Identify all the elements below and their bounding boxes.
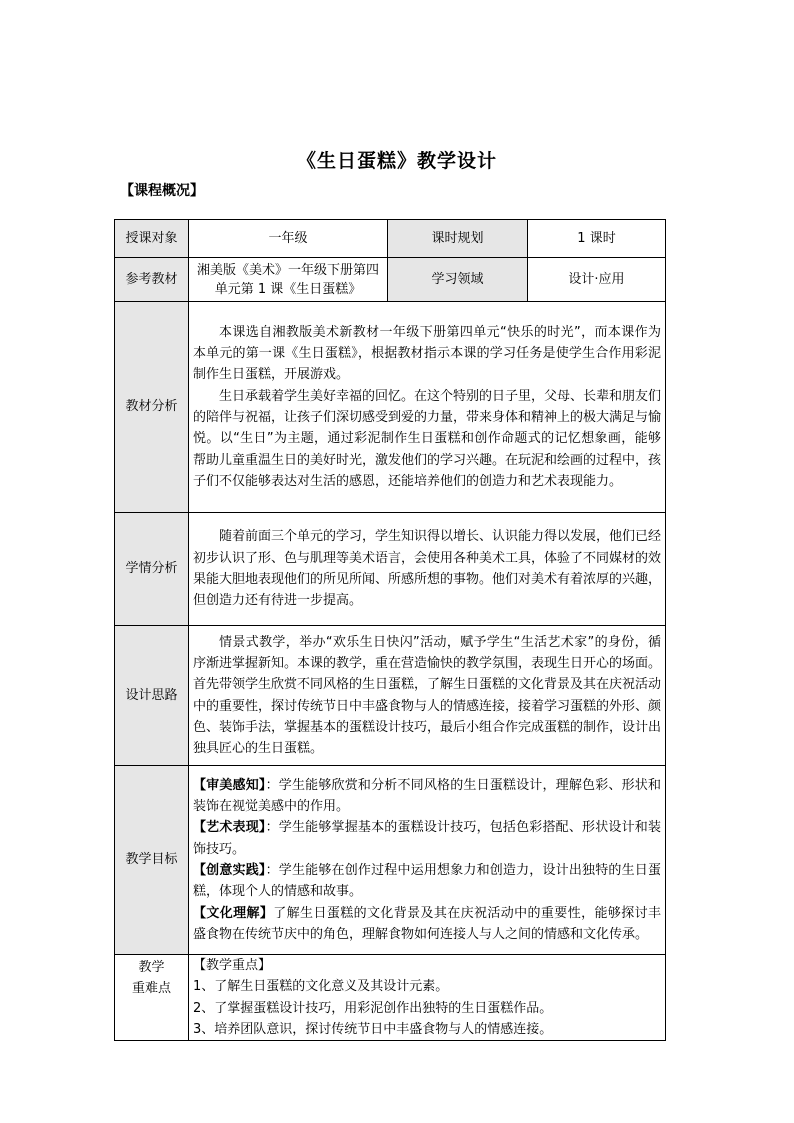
keypoints-label-line1: 教学	[138, 960, 165, 975]
goal-text: ：学生能够欣赏和分析不同风格的生日蛋糕设计，理解色彩、形状和装饰在视觉美感中的作用。	[193, 777, 661, 815]
keypoint-item: 3、培养团队意识，探讨传统节日中丰盛食物与人的情感连接。	[193, 1021, 553, 1037]
domain-value: 设计·应用	[528, 258, 666, 302]
goal-text: ：学生能够在创作过程中运用想象力和创造力，设计出独特的生日蛋糕，体现个人的情感和故事。	[193, 863, 661, 900]
analysis-paragraph: 生日承载着学生美好幸福的回忆。在这个特别的日子里，父母、长辈和朋友们的陪伴与祝福，让孩子们深切感受到爱的力量，带来身体和精神上的极大满足与愉悦。以“生日”为主题，通过彩泥制作生日蛋糕和创作命题式的记忆想象画，能够帮助儿童重温生日的美好时光，激发他们的学习兴趣。在玩泥和绘画的过程中，孩子们不仅能够表达对生活的感恩，还能培养他们的创造力和艺术表现能力。	[193, 388, 662, 489]
goal-item	[193, 860, 661, 903]
goal-item	[193, 775, 661, 818]
target-value: 一年级	[189, 220, 388, 258]
table-row	[115, 258, 666, 302]
keypoint-item: 2、了掌握蛋糕设计技巧，用彩泥创作出独特的生日蛋糕作品。	[193, 1000, 553, 1016]
domain-label: 学习领域	[388, 258, 528, 302]
section-heading: 【课程概况】	[120, 183, 204, 199]
goal-tag: 【创意实践】	[193, 863, 266, 878]
table-row	[115, 513, 666, 626]
keypoint-item: 1、了解生日蛋糕的文化意义及其设计元素。	[193, 979, 449, 995]
goal-item	[193, 903, 661, 946]
hours-label: 课时规划	[388, 220, 528, 258]
keypoints-content	[189, 955, 666, 1041]
table-row	[115, 302, 666, 513]
table-row	[115, 220, 666, 258]
goals-content	[189, 766, 666, 955]
goals-label: 教学目标	[115, 766, 189, 955]
textbook-value: 湘美版《美术》一年级下册第四单元第 1 课《生日蛋糕》	[189, 258, 388, 302]
students-content	[189, 513, 666, 626]
goal-tag: 【审美感知】	[193, 777, 266, 793]
goal-text: ：学生能够掌握基本的蛋糕设计技巧，包括色彩搭配、形状设计和装饰技巧。	[193, 820, 661, 857]
students-label: 学情分析	[115, 513, 189, 626]
design-paragraph: 情景式教学，举办“欢乐生日快闪”活动，赋予学生“生活艺术家”的身份，循序渐进掌握新知。本课的教学，重在营造愉快的教学氛围，表现生日开心的场面。首先带领学生欣赏不同风格的生日蛋糕，了解生日蛋糕的文化背景及其在庆祝活动中的重要性，探讨传统节日中丰盛食物与人的情感连接，接着学习蛋糕的外形、颜色、装饰手法，掌握基本的蛋糕设计技巧，最后小组合作完成蛋糕的制作，设计出独具匠心的生日蛋糕。	[193, 634, 662, 757]
keypoints-label	[115, 955, 189, 1041]
design-label: 设计思路	[115, 626, 189, 766]
target-label: 授课对象	[115, 220, 189, 258]
goal-tag: 【艺术表现】	[193, 820, 266, 836]
goal-text: 了解生日蛋糕的文化背景及其在庆祝活动中的重要性，能够探讨丰盛食物在传统节庆中的角色，理解食物如何连接人与人之间的情感和文化传承。	[193, 905, 661, 942]
hours-value: 1 课时	[528, 220, 666, 258]
analysis-content	[189, 302, 666, 513]
students-paragraph: 随着前面三个单元的学习，学生知识得以增长、认识能力得以发展，他们已经初步认识了形、色与肌理等美术语言，会使用各种美术工具，体验了不同媒材的效果能大胆地表现他们的所见所闻、所感所想的事物。他们对美术有着浓厚的兴趣，但创造力还有待进一步提高。	[193, 529, 662, 609]
table-row	[115, 626, 666, 766]
page-title: 《生日蛋糕》教学设计	[296, 150, 497, 172]
table-row	[115, 955, 666, 1041]
table-row	[115, 766, 666, 955]
design-content	[189, 626, 666, 766]
keypoints-label-line2: 重难点	[131, 981, 171, 997]
textbook-label: 参考教材	[115, 258, 189, 302]
analysis-label: 教材分析	[115, 302, 189, 513]
goal-item	[193, 817, 661, 860]
analysis-paragraph: 本课选自湘教版美术新教材一年级下册第四单元“快乐的时光”，而本课作为本单元的第一课《生日蛋糕》，根据教材指示本课的学习任务是使学生合作用彩泥制作生日蛋糕，开展游戏。	[193, 324, 661, 383]
lesson-plan-table	[114, 219, 666, 1041]
keypoints-heading: 【教学重点】	[193, 958, 272, 973]
goal-tag: 【文化理解】	[193, 905, 274, 921]
